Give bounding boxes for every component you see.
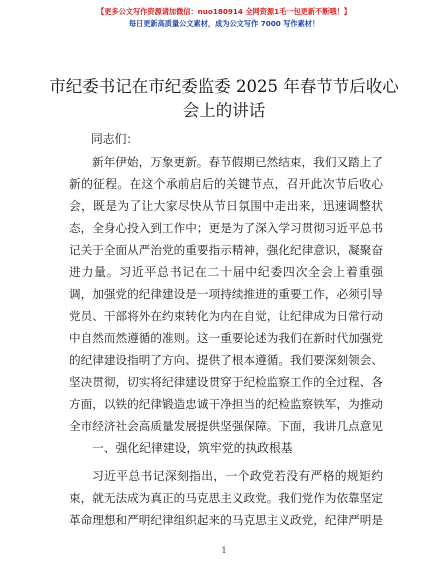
body-line: 的纪律建设指明了方向、提供了根本遵循。我们要深刻领会、 — [69, 353, 383, 367]
body-line: 方面，以铁的纪律锻造忠诚干净担当的纪检监察铁军，为推动 — [69, 397, 383, 411]
promo-banner-line-2: 每日更新高质量公文素材，成为公文写作 7000 写作素材！ — [128, 19, 320, 28]
body-line: 调，加强党的纪律建设是一项持续推进的重要工作，必须引导 — [69, 287, 383, 301]
body-line: 记关于全面从严治党的重要指示精神，强化纪律意识，凝聚奋 — [69, 243, 383, 257]
document-title-line-1: 市纪委书记在市纪委监委 2025 年春节节后收心 — [49, 77, 399, 96]
body-line: 进力量。习近平总书记在二十届中纪委四次全会上着重强 — [69, 265, 383, 279]
body-line: 束，就无法成为真正的马克思主义政党。我们党作为依靠坚定 — [69, 491, 383, 505]
section-heading: 一、强化纪律建设，筑牢党的执政根基 — [92, 441, 293, 455]
greeting: 同志们： — [91, 132, 139, 146]
body-line: 态，全身心投入到工作中；更是为了深入学习贯彻习近平总书 — [69, 221, 383, 235]
body-line: 党员、干部将外在约束转化为内在自觉，让纪律成为日常行动 — [69, 309, 383, 323]
body-line: 中自然而然遵循的准则。这一重要论述为我们在新时代加强党 — [69, 331, 383, 345]
document-title-line-2: 会上的讲话 — [182, 101, 266, 120]
body-line: 新年伊始，万象更新。春节假期已然结束，我们又踏上了 — [92, 155, 383, 169]
body-line: 革命理想和严明纪律组织起来的马克思主义政党，纪律严明是 — [69, 513, 383, 527]
body-line: 全市经济社会高质量发展提供坚强保障。下面，我讲几点意见 — [69, 419, 383, 433]
promo-banner-line-1: 【更多公文写作资源请加微信：nuo180914 全网资源1毛一包更新不断哦！】 — [97, 7, 351, 16]
body-line: 新的征程。在这个承前启后的关键节点，召开此次节后收心 — [69, 177, 383, 191]
page-number: 1 — [221, 546, 227, 555]
body-line: 会，既是为了让大家尽快从节日氛围中走出来，迅速调整状 — [69, 199, 383, 213]
body-line: 坚决贯彻，切实将纪律建设贯穿于纪检监察工作的全过程、各 — [69, 375, 383, 389]
body-line: 习近平总书记深刻指出，一个政党若没有严格的规矩约 — [92, 469, 383, 483]
